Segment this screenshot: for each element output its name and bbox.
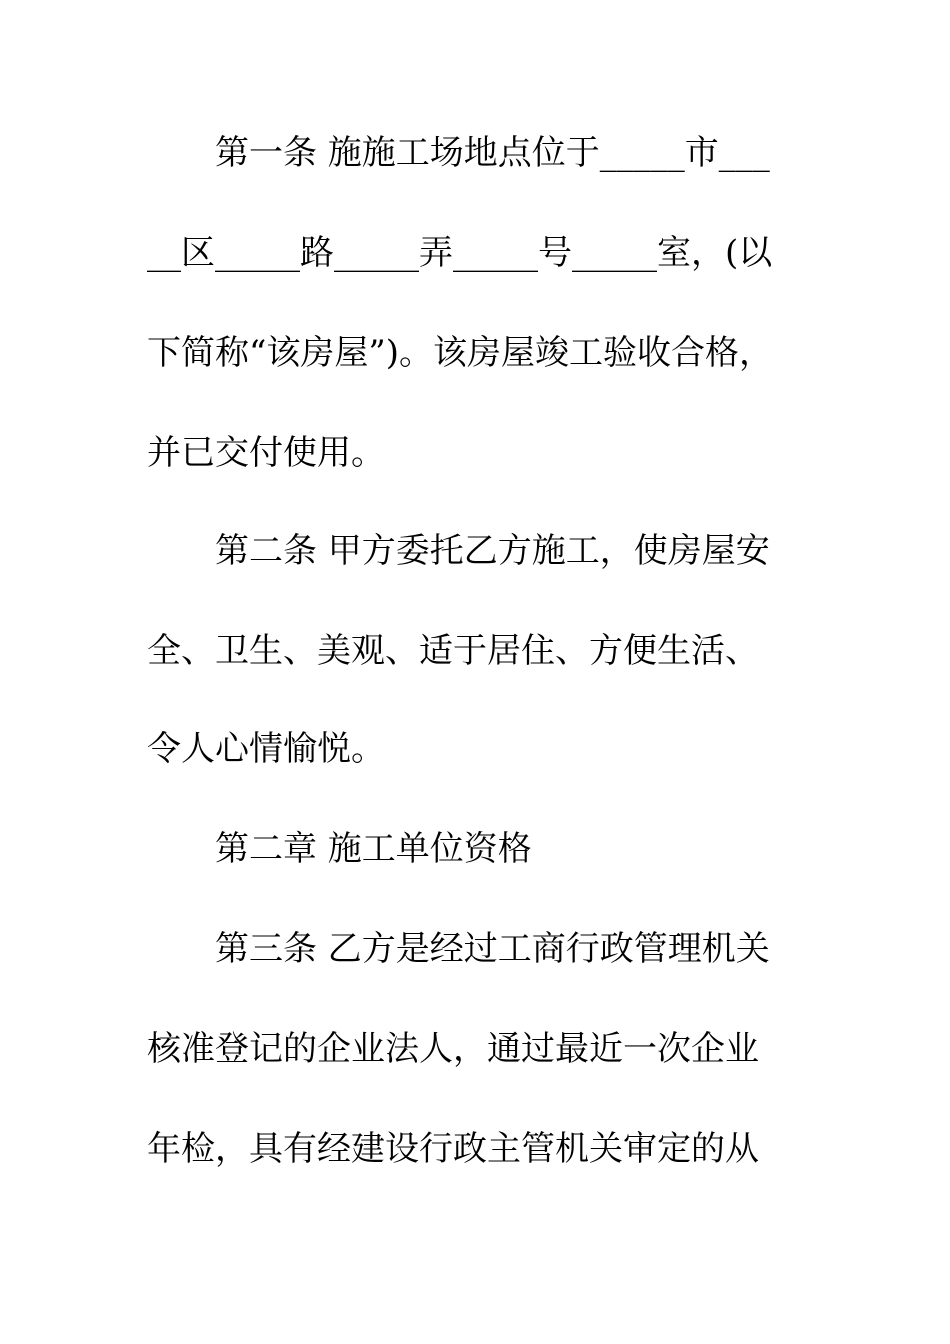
chapter-2-heading: 第二章 施工单位资格 (215, 829, 532, 869)
article-1-line-4: 并已交付使用。 (147, 433, 385, 473)
article-3-heading-line: 第三条 乙方是经过工商行政管理机关 (215, 929, 770, 969)
article-3-line-3: 年检，具有经建设行政主管机关审定的从 (147, 1129, 759, 1169)
article-1-line-2: __区_____路_____弄_____号_____室，(以 (147, 233, 773, 273)
article-3-line-2: 核准登记的企业法人，通过最近一次企业 (147, 1029, 759, 1069)
article-1-heading-line: 第一条 施施工场地点位于_____市___ (215, 133, 770, 173)
article-1-line-3: 下简称“该房屋”)。该房屋竣工验收合格， (147, 333, 774, 373)
article-2-line-2: 全、卫生、美观、适于居住、方便生活、 (147, 631, 759, 671)
article-2-line-3: 令人心情愉悦。 (147, 729, 385, 769)
article-2-heading-line: 第二条 甲方委托乙方施工，使房屋安 (215, 531, 770, 571)
